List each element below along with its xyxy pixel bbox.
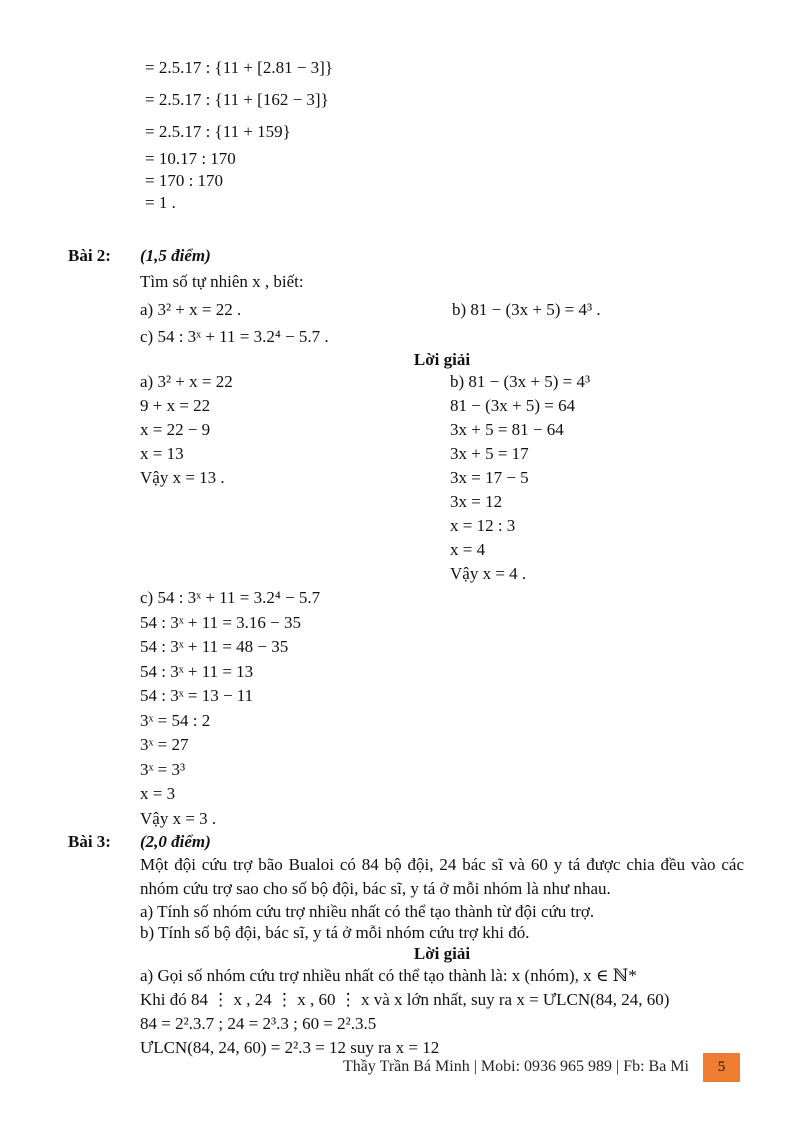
bai2-label: Bài 2: <box>68 246 111 265</box>
solution-line: x = 12 : 3 <box>450 516 516 535</box>
bai2-solution-c <box>140 586 744 831</box>
bai2-solution-heading: Lời giải <box>413 350 471 369</box>
bai2-content <box>140 268 744 831</box>
solution-line: 54 : 3ˣ + 11 = 48 − 35 <box>140 637 289 656</box>
solution-line: ƯLCN(84, 24, 60) = 2².3 = 12 suy ra x = 12 <box>140 1038 440 1057</box>
bai3-question-a: a) Tính số nhóm cứu trợ nhiều nhất có thể tạo thành từ đội cứu trợ. <box>140 902 595 921</box>
solution-line: 3ˣ = 54 : 2 <box>140 710 211 730</box>
bai2-intro: Tìm số tự nhiên x , biết: <box>140 272 304 291</box>
solution-line: x = 22 − 9 <box>140 420 211 439</box>
bai3-question-b: b) Tính số bộ đội, bác sĩ, y tá ở mỗi nhóm cứu trợ khi đó. <box>140 923 530 942</box>
solution-line: 54 : 3ˣ = 13 − 11 <box>140 686 254 705</box>
page-footer <box>343 1052 740 1082</box>
equation-line: = 2.5.17 : {11 + [162 − 3]} <box>145 90 329 109</box>
solution-line: a) Gọi số nhóm cứu trợ nhiều nhất có thể tạo thành là: x (nhóm), x ∈ ℕ* <box>140 966 637 985</box>
solution-line: Vậy x = 3 . <box>140 808 217 828</box>
bai3-statement: Một đội cứu trợ bão Bualoi có 84 bộ đội, 24 bác sĩ và 60 y tá được chia đều vào các nhóm cứu trợ sao cho số bộ đội, bác sĩ, y tá ở mỗi nhóm là như nhau. <box>140 855 744 898</box>
bai3-content <box>140 853 744 1060</box>
equation-line: = 1 . <box>145 193 176 212</box>
bai2-heading <box>68 244 794 268</box>
solution-line: x = 3 <box>140 784 176 803</box>
solution-line: Vậy x = 4 . <box>450 564 527 583</box>
solution-line: 81 − (3x + 5) = 64 <box>450 396 576 415</box>
solution-line: Khi đó 84 ⋮ x , 24 ⋮ x , 60 ⋮ x và x lớn nhất, suy ra x = ƯLCN(84, 24, 60) <box>140 990 670 1009</box>
solution-line: 3x = 12 <box>450 492 503 511</box>
solution-line: a) 3² + x = 22 <box>140 372 233 391</box>
solution-line: 9 + x = 22 <box>140 396 211 415</box>
solution-line: 54 : 3ˣ + 11 = 13 <box>140 661 254 681</box>
bai2-part-a: a) 3² + x = 22 . <box>140 300 242 319</box>
equation-line: = 10.17 : 170 <box>145 149 236 168</box>
equation-line: = 2.5.17 : {11 + [2.81 − 3]} <box>145 58 333 77</box>
solution-line: 3x + 5 = 17 <box>450 444 529 463</box>
solution-line: x = 13 <box>140 444 184 463</box>
equation-line: = 170 : 170 <box>145 171 224 190</box>
bai2-part-b: b) 81 − (3x + 5) = 4³ . <box>452 300 601 319</box>
solution-line: c) 54 : 3ˣ + 11 = 3.2⁴ − 5.7 <box>140 588 321 607</box>
equation-line: = 2.5.17 : {11 + 159} <box>145 122 291 141</box>
solution-line: 3x = 17 − 5 <box>450 468 529 487</box>
bai3-points: (2,0 điểm) <box>140 832 211 851</box>
solution-line: 3ˣ = 27 <box>140 735 189 754</box>
bai2-parts-row <box>140 295 744 325</box>
solution-line: 84 = 2².3.7 ; 24 = 2³.3 ; 60 = 2².3.5 <box>140 1014 377 1033</box>
bai2-points: (1,5 điểm) <box>140 246 211 265</box>
bai3-solution <box>140 964 744 1060</box>
solution-line: 3ˣ = 3³ <box>140 759 186 779</box>
bai2-solution-b <box>450 370 590 586</box>
solution-line: 3x + 5 = 81 − 64 <box>450 420 564 439</box>
page-number-badge: 5 <box>703 1053 740 1082</box>
solution-line: x = 4 <box>450 540 486 559</box>
bai3-solution-heading: Lời giải <box>413 944 471 963</box>
footer-author-info: Thầy Trần Bá Minh | Mobi: 0936 965 989 | Fb: Ba Mi <box>343 1058 689 1075</box>
solution-line: b) 81 − (3x + 5) = 4³ <box>450 372 591 391</box>
bai2-part-c: c) 54 : 3ˣ + 11 = 3.2⁴ − 5.7 . <box>140 327 329 346</box>
bai3-heading <box>68 831 794 853</box>
solution-line: Vậy x = 13 . <box>140 468 225 487</box>
solution-line: 54 : 3ˣ + 11 = 3.16 − 35 <box>140 612 302 632</box>
bai2-solution-a <box>140 370 450 490</box>
bai3-label: Bài 3: <box>68 832 111 851</box>
bai1-solution-continued <box>145 52 794 214</box>
bai2-solution-columns <box>140 370 744 586</box>
